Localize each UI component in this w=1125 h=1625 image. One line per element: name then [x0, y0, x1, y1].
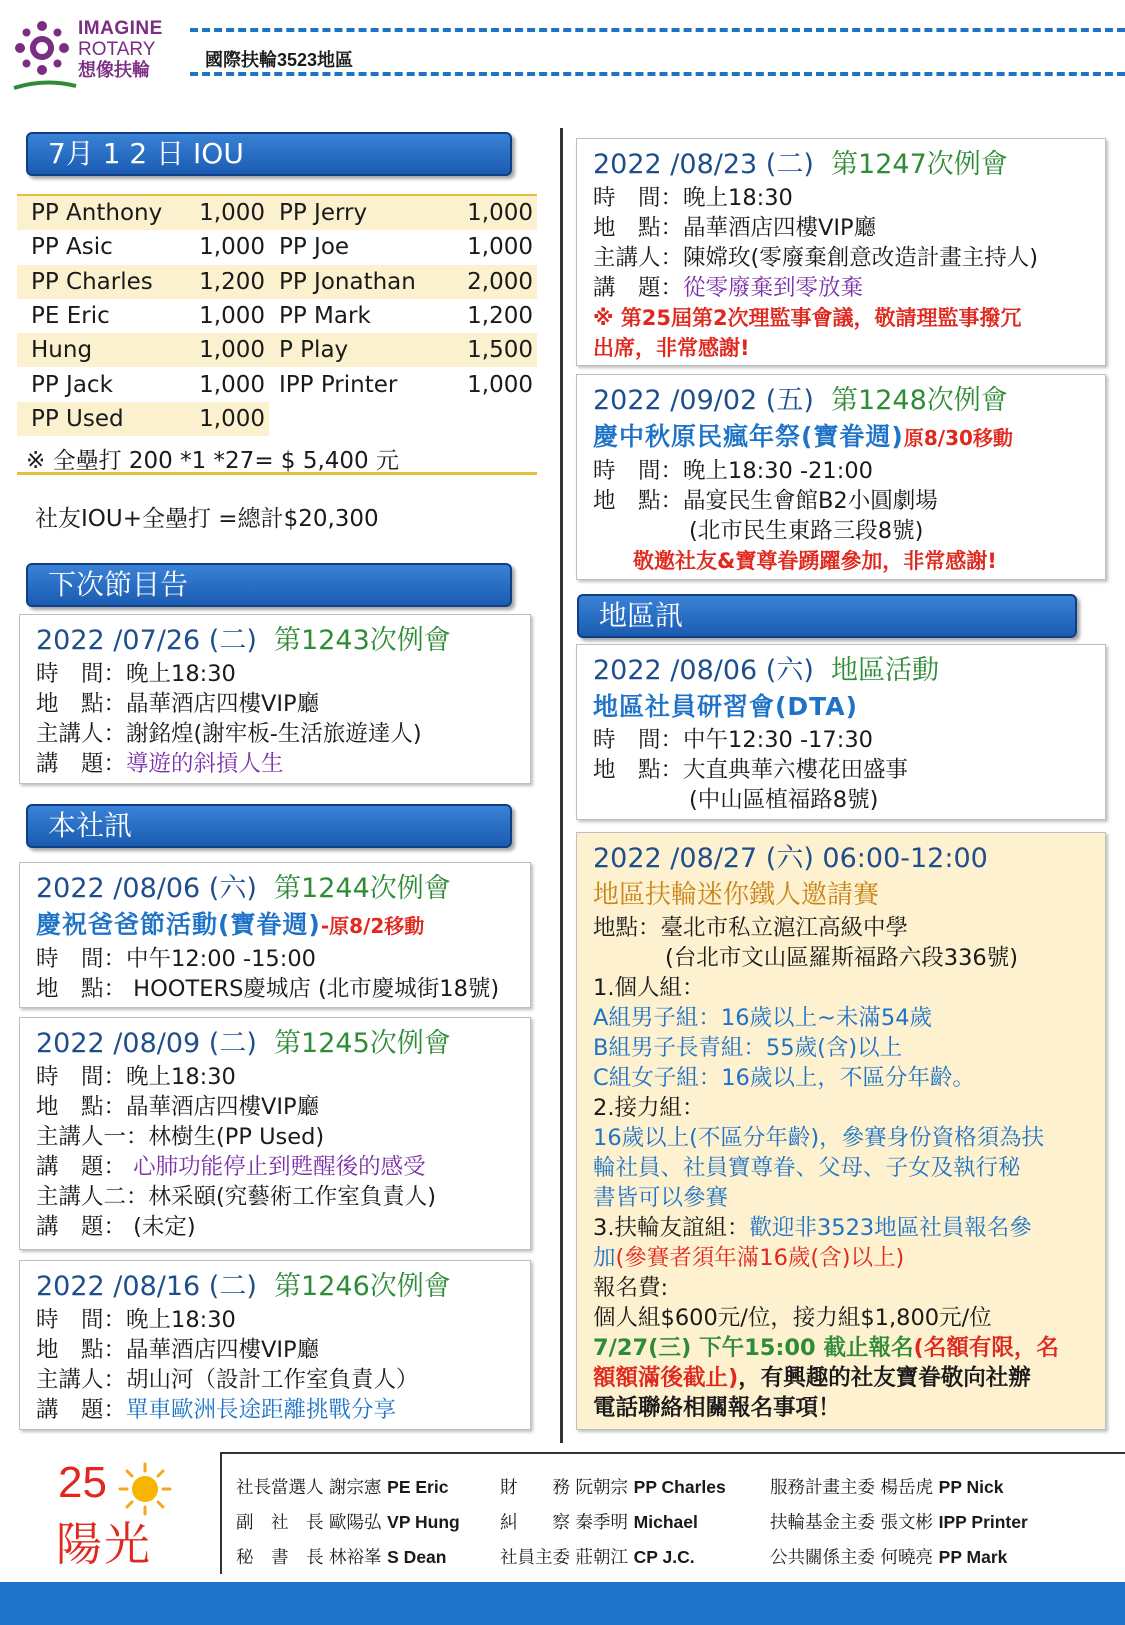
quota-note: (名額有限，名	[913, 1335, 1059, 1361]
officer	[236, 1544, 446, 1569]
officer	[236, 1474, 448, 1499]
iou-name: PP Anthony	[17, 196, 189, 230]
next-program-header	[26, 563, 512, 607]
event-topic	[36, 1152, 530, 1182]
event-address: (台北市文山區羅斯福路六段336號)	[665, 945, 1019, 971]
deadline-line	[593, 1363, 1105, 1393]
event-place: 地點：臺北市私立滬江高級中學	[593, 915, 909, 941]
event-1246-card	[19, 1260, 531, 1430]
event-place: 地 點：晶華酒店四樓VIP廳	[593, 215, 877, 241]
event-speaker: 主講人：謝銘煌(謝牢板-生活旅遊達人)	[36, 721, 422, 747]
officer	[500, 1474, 726, 1499]
meeting-number: 第1246次例會	[274, 1271, 451, 1302]
dta-card	[576, 644, 1106, 820]
event-speaker: 主講人：胡山河（設計工作室負責人）	[36, 1367, 419, 1393]
event-topic	[593, 273, 1105, 303]
iou-amount: 1,000	[199, 234, 265, 261]
moved-note: -原8/2移動	[320, 914, 425, 938]
group-detail: 歡迎非3523地區社員報名參	[749, 1215, 1032, 1241]
officer-english: IPP Printer	[938, 1512, 1028, 1532]
iou-amount: 1,200	[467, 303, 533, 330]
event-1243-card	[19, 614, 531, 784]
iou-amount: 2,000	[429, 265, 537, 299]
iou-amount: 1,000	[189, 402, 269, 436]
officer	[236, 1509, 460, 1534]
contact-note: ，有興趣的社友寶眷敬向社辦	[738, 1365, 1031, 1391]
event-place: 地 點： HOOTERS慶城店 (北市慶城街18號)	[36, 976, 500, 1002]
event-topic	[36, 1395, 530, 1425]
iou-amount: 1,000	[189, 196, 269, 230]
board-meeting-notice: 出席，非常感謝!	[593, 336, 750, 360]
group-detail: C組女子組：16歲以上，不區分年齡。	[593, 1065, 975, 1091]
event-place: 地 點：晶華酒店四樓VIP廳	[36, 1337, 320, 1363]
officer-english: PP Mark	[938, 1547, 1008, 1567]
iou-amount: 1,000	[199, 371, 265, 398]
swoosh-icon	[12, 78, 78, 92]
iou-total: 社友IOU+全壘打 =總計$20,300	[35, 506, 379, 532]
logo-line1: IMAGINE	[78, 18, 163, 39]
event-place: 地 點：晶宴民生會館B2小圓劇場	[593, 488, 938, 514]
footer-bar	[0, 1582, 1125, 1625]
iou-amount: 1,200	[189, 265, 269, 299]
event-time: 時 間：晚上18:30	[593, 185, 793, 211]
event-name	[36, 907, 530, 944]
iou-name: PP Asic	[31, 234, 113, 261]
meeting-number: 第1247次例會	[831, 149, 1008, 180]
footer-rule	[222, 1452, 1125, 1454]
iou-bottom-rule	[17, 472, 537, 475]
iou-table	[17, 196, 537, 436]
group-detail: 書皆可以參賽	[593, 1185, 729, 1211]
group-detail: A組男子組：16歲以上~未滿54歲	[593, 1005, 933, 1031]
topic-label: 講 題：	[36, 751, 127, 777]
event-topic: 講 題： (未定)	[36, 1214, 196, 1240]
iou-amount: 1,500	[429, 333, 537, 367]
meeting-number: 第1248次例會	[831, 385, 1008, 416]
event-time: 時 間：中午12:30 -17:30	[593, 727, 873, 753]
event-time: 時 間：中午12:00 -15:00	[36, 946, 316, 972]
event-date: 2022 /08/09 (二)	[36, 1028, 257, 1059]
iou-name: PP Used	[17, 402, 189, 436]
event-name	[593, 419, 1105, 456]
event-name: 地區扶輪迷你鐵人邀請賽	[593, 880, 880, 910]
officer-title: 扶輪基金主委 張文彬	[770, 1513, 934, 1533]
iou-name: PE Eric	[31, 303, 110, 330]
officer-english: PE Eric	[387, 1477, 449, 1497]
event-label: 地區活動	[831, 655, 940, 686]
event-1247-card	[576, 138, 1106, 366]
event-date: 2022 /08/27 (六) 06:00-12:00	[593, 843, 988, 874]
officer-english: Michael	[633, 1512, 698, 1532]
event-date: 2022 /08/23 (二)	[593, 149, 814, 180]
event-time: 時 間：晚上18:30	[36, 661, 236, 687]
iou-name: PP Jonathan	[269, 265, 429, 299]
group-heading	[593, 1213, 1105, 1243]
logo-line2: ROTARY	[78, 39, 156, 60]
topic-label: 講 題：	[36, 1154, 127, 1180]
event-title	[36, 1269, 530, 1305]
officer	[500, 1509, 698, 1534]
topic-text: 導遊的斜摃人生	[126, 751, 284, 777]
district-news-header	[577, 594, 1077, 638]
iou-name: Hung	[17, 333, 189, 367]
officer-title: 糾 察 秦季明	[500, 1513, 629, 1533]
section-title: 地區訊	[599, 599, 684, 632]
topic-text: 從零廢棄到零放棄	[683, 275, 864, 301]
iou-name: PP Joe	[279, 234, 350, 261]
section-title: 下次節目告	[48, 568, 189, 601]
homerun-note: ※ 全壘打 200 *1 *27= $ 5,400 元	[26, 448, 399, 474]
group-detail: 輪社員、社員寶尊眷、父母、子女及執行秘	[593, 1155, 1021, 1181]
event-title	[593, 383, 1105, 419]
iou-amount	[429, 402, 537, 436]
group-detail-line	[593, 1243, 1105, 1273]
deadline: 7/27(三) 下午15:00 截止報名	[593, 1335, 914, 1361]
officer-english: VP Hung	[387, 1512, 460, 1532]
iou-section-header	[26, 132, 512, 176]
sunshine-25-logo	[52, 1458, 182, 1571]
deadline-line	[593, 1333, 1105, 1363]
topic-label: 講 題：	[36, 1397, 127, 1423]
officer-title: 公共關係主委 何曉亮	[770, 1548, 934, 1568]
district-name: 國際扶輪3523地區	[205, 50, 354, 70]
event-date: 2022 /09/02 (五)	[593, 385, 814, 416]
officer-title: 秘 書 長 林裕峯	[236, 1548, 382, 1568]
event-address: (北市民生東路三段8號)	[689, 518, 924, 544]
event-date: 2022 /08/16 (二)	[36, 1271, 257, 1302]
event-address: (中山區植福路8號)	[689, 787, 879, 813]
invite-note: 敬邀社友&寶尊眷踴躍參加，非常感謝!	[633, 549, 997, 573]
table-row	[17, 402, 537, 436]
column-divider	[560, 128, 563, 1443]
iou-name: PP Jack	[31, 371, 113, 398]
table-row	[17, 230, 537, 264]
age-requirement: (參賽者須年滿16歲(含)以上)	[615, 1245, 905, 1271]
officer-title: 服務計畫主委 楊岳虎	[770, 1478, 934, 1498]
iou-amount: 1,000	[467, 371, 533, 398]
officer	[770, 1544, 1007, 1569]
event-date: 2022 /08/06 (六)	[593, 655, 814, 686]
logo-line3: 想像扶輪	[78, 60, 150, 80]
table-row	[17, 333, 537, 367]
contact-note: 電話聯絡相關報名事項！	[593, 1395, 841, 1421]
iou-name	[269, 402, 429, 436]
iou-name: IPP Printer	[279, 371, 398, 398]
event-title	[593, 147, 1105, 183]
event-title	[593, 653, 1105, 689]
officer-english: PP Charles	[633, 1477, 726, 1497]
event-speaker: 主講人二：林采頤(究藝術工作室負責人)	[36, 1184, 437, 1210]
table-row	[17, 367, 537, 401]
iou-name: PP Charles	[17, 265, 189, 299]
group-heading-text: 3.扶輪友誼組：	[593, 1215, 750, 1241]
logo-number: 25	[58, 1458, 107, 1507]
event-time: 時 間：晚上18:30	[36, 1307, 236, 1333]
group-heading: 2.接力組：	[593, 1095, 705, 1121]
officer	[770, 1509, 1028, 1534]
fee-detail: 個人組$600元/位，接力組$1,800元/位	[593, 1305, 992, 1331]
event-speaker: 主講人一：林樹生(PP Used)	[36, 1124, 325, 1150]
event-1244-card	[19, 862, 531, 1008]
event-1248-card	[576, 374, 1106, 580]
meeting-number: 第1244次例會	[274, 873, 451, 904]
iou-amount: 1,000	[199, 303, 265, 330]
topic-text: 心肺功能停止到甦醒後的感受	[126, 1154, 426, 1180]
event-title	[36, 871, 530, 907]
event-title	[36, 1026, 530, 1062]
quota-note: 額額滿後截止)	[593, 1365, 739, 1391]
officer-english: S Dean	[387, 1547, 447, 1567]
moved-note: 原8/30移動	[903, 426, 1013, 450]
meeting-number: 第1243次例會	[274, 625, 451, 656]
footer-rule	[220, 1452, 222, 1574]
group-detail: 加	[593, 1245, 616, 1271]
event-topic	[36, 749, 530, 779]
iou-amount: 1,000	[467, 234, 533, 261]
event-name-text: 慶祝爸爸節活動(寶眷週)	[36, 910, 321, 939]
topic-label: 講 題：	[593, 275, 684, 301]
officer	[500, 1544, 695, 1569]
officer	[770, 1474, 1004, 1499]
table-row	[17, 265, 537, 299]
topic-text: 單車歐洲長途距離挑戰分享	[126, 1397, 397, 1423]
table-row	[17, 299, 537, 333]
board-meeting-notice: ※ 第25屆第2次理監事會議，敬請理監事撥冗	[593, 306, 1022, 330]
event-title	[36, 623, 530, 659]
group-heading: 1.個人組：	[593, 975, 705, 1001]
rotary-gear-icon	[14, 20, 70, 76]
officer-title: 社長當選人 謝宗憲	[236, 1478, 382, 1498]
header-dashed-line	[190, 72, 1125, 76]
event-name: 地區社員研習會(DTA)	[593, 692, 859, 721]
event-speaker: 主講人：陳嫦玫(零廢棄創意改造計畫主持人)	[593, 245, 1039, 271]
header-dashed-line	[190, 28, 1125, 32]
logo-text: 陽光	[56, 1517, 152, 1571]
officer-english: PP Nick	[938, 1477, 1004, 1497]
event-place: 地 點：大直典華六樓花田盛事	[593, 757, 909, 783]
event-place: 地 點：晶華酒店四樓VIP廳	[36, 691, 320, 717]
event-date: 2022 /07/26 (二)	[36, 625, 257, 656]
meeting-number: 第1245次例會	[274, 1028, 451, 1059]
table-row	[17, 196, 537, 230]
section-title: 本社訊	[48, 809, 133, 842]
officer-title: 社員主委 莊朝江	[500, 1548, 629, 1568]
officer-title: 副 社 長 歐陽弘	[236, 1513, 382, 1533]
event-place: 地 點：晶華酒店四樓VIP廳	[36, 1094, 320, 1120]
rotary-logo	[12, 14, 182, 92]
event-1245-card	[19, 1017, 531, 1250]
iou-amount: 1,000	[429, 196, 537, 230]
group-detail: B組男子長青組：55歲(含)以上	[593, 1035, 903, 1061]
logo-text	[78, 18, 163, 81]
officer-english: CP J.C.	[633, 1547, 695, 1567]
fee-label: 報名費:	[593, 1275, 669, 1301]
group-detail: 16歲以上(不區分年齡)，參賽身份資格須為扶	[593, 1125, 1045, 1151]
officer-title: 財 務 阮朝宗	[500, 1478, 629, 1498]
iou-name: P Play	[269, 333, 429, 367]
event-date: 2022 /08/06 (六)	[36, 873, 257, 904]
iou-name: PP Mark	[279, 303, 371, 330]
triathlon-card	[576, 832, 1106, 1430]
club-news-header	[26, 804, 512, 848]
iou-amount: 1,000	[189, 333, 269, 367]
event-time: 時 間：晚上18:30 -21:00	[593, 458, 873, 484]
iou-title: 7月 1 2 日 IOU	[48, 137, 244, 170]
event-time: 時 間：晚上18:30	[36, 1064, 236, 1090]
iou-name: PP Jerry	[269, 196, 429, 230]
event-name-text: 慶中秋原民瘋年祭(寶眷週)	[593, 422, 904, 451]
